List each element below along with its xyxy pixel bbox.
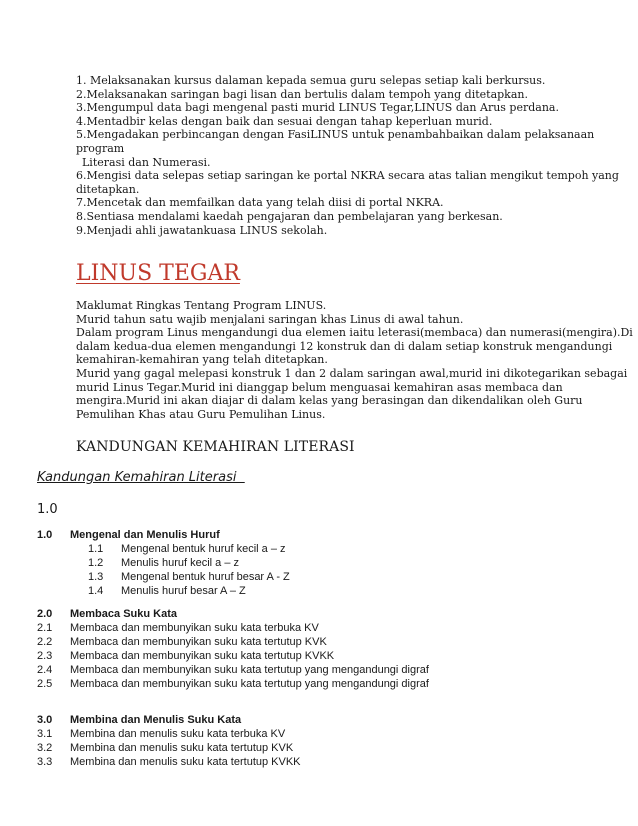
section-title: Membaca Suku Kata xyxy=(70,608,177,620)
section-num: 3.0 xyxy=(37,714,53,726)
duty-line: ditetapkan. xyxy=(76,182,140,196)
info-line: Murid yang gagal melepasi konstruk 1 dan 2 dalam saringan awal,murid ini dikotegarikan sebagai xyxy=(76,366,628,380)
info-line: kemahiran-kemahiran yang telah ditetapkan. xyxy=(76,353,328,367)
item-num: 3.3 xyxy=(37,756,53,768)
info-line: Murid tahun satu wajib menjalani saringan khas Linus di awal tahun. xyxy=(76,312,464,326)
info-line: Pemulihan Khas atau Guru Pemulihan Linus. xyxy=(76,407,326,421)
item-num: 1.4 xyxy=(88,585,104,597)
linus-tegar-heading: LINUS TEGAR xyxy=(76,261,240,286)
kandungan-subheading: Kandungan Kemahiran Literasi xyxy=(37,470,245,485)
program-info xyxy=(76,299,633,421)
item-text: Membaca dan membunyikan suku kata tertutup yang mengandungi digraf xyxy=(70,678,429,690)
duty-line: 8.Sentiasa mendalami kaedah pengajaran dan pembelajaran yang berkesan. xyxy=(76,209,503,223)
item-num: 2.2 xyxy=(37,636,53,648)
section-title: Mengenal dan Menulis Huruf xyxy=(70,529,220,541)
duty-line: 1. Melaksanakan kursus dalaman kepada semua guru selepas setiap kali berkursus. xyxy=(76,74,546,87)
duty-line: 4.Mentadbir kelas dengan baik dan sesuai dengan tahap keperluan murid. xyxy=(76,114,493,128)
section-number: 1.0 xyxy=(37,502,58,517)
item-num: 2.4 xyxy=(37,664,53,676)
item-text: Menulis huruf kecil a – z xyxy=(121,557,239,569)
item-text: Membina dan menulis suku kata terbuka KV xyxy=(70,728,286,740)
duty-line: 5.Mengadakan perbincangan dengan FasiLINUS untuk penambahbaikan dalam pelaksanaan xyxy=(76,128,595,142)
item-num: 1.2 xyxy=(88,557,104,569)
info-line: Maklumat Ringkas Tentang Program LINUS. xyxy=(76,299,327,312)
item-text: Menulis huruf besar A – Z xyxy=(121,585,246,597)
item-num: 1.1 xyxy=(88,543,104,555)
section-title: Membina dan Menulis Suku Kata xyxy=(70,714,242,726)
item-text: Membina dan menulis suku kata tertutup KVKK xyxy=(70,756,301,768)
section-num: 2.0 xyxy=(37,608,53,620)
info-line: murid Linus Tegar.Murid ini dianggap belum menguasai kemahiran asas membaca dan xyxy=(76,380,563,394)
item-text: Membina dan menulis suku kata tertutup KVK xyxy=(70,742,294,754)
item-text: Membaca dan membunyikan suku kata tertutup KVK xyxy=(70,636,327,648)
duty-line: 6.Mengisi data selepas setiap saringan ke portal NKRA secara atas talian mengikut tempoh yang xyxy=(76,169,619,183)
item-text: Membaca dan membunyikan suku kata tertutup yang mengandungi digraf xyxy=(70,664,429,676)
info-line: mengira.Murid ini akan diajar di dalam kelas yang berasingan dan dikendalikan oleh Guru xyxy=(76,394,583,408)
duties-list xyxy=(76,74,619,237)
duty-line: 7.Mencetak dan memfailkan data yang telah diisi di portal NKRA. xyxy=(76,196,444,210)
info-line: Dalam program Linus mengandungi dua elemen iaitu leterasi(membaca) dan numerasi(mengira).Di xyxy=(76,326,633,340)
item-num: 3.2 xyxy=(37,742,53,754)
duty-line: 9.Menjadi ahli jawatankuasa LINUS sekolah. xyxy=(76,223,328,237)
info-line: dalam kedua-dua elemen mengandungi 12 konstruk dan di dalam setiap konstruk mengandungi xyxy=(76,339,613,353)
section-num: 1.0 xyxy=(37,529,53,541)
item-text: Mengenal bentuk huruf kecil a – z xyxy=(121,543,286,555)
item-num: 2.1 xyxy=(37,622,53,634)
item-text: Membaca dan membunyikan suku kata tertutup KVKK xyxy=(70,650,335,662)
duty-line: program xyxy=(76,141,125,155)
duty-line: 3.Mengumpul data bagi mengenal pasti murid LINUS Tegar,LINUS dan Arus perdana. xyxy=(76,101,559,115)
item-num: 1.3 xyxy=(88,571,104,583)
item-num: 2.3 xyxy=(37,650,53,662)
kandungan-heading: KANDUNGAN KEMAHIRAN LITERASI xyxy=(76,439,355,455)
item-text: Mengenal bentuk huruf besar A - Z xyxy=(121,571,290,583)
duty-line: 2.Melaksanakan saringan bagi lisan dan bertulis dalam tempoh yang ditetapkan. xyxy=(76,87,528,101)
item-num: 2.5 xyxy=(37,678,53,690)
item-text: Membaca dan membunyikan suku kata terbuka KV xyxy=(70,622,319,634)
item-num: 3.1 xyxy=(37,728,53,740)
duty-line: Literasi dan Numerasi. xyxy=(82,155,211,169)
